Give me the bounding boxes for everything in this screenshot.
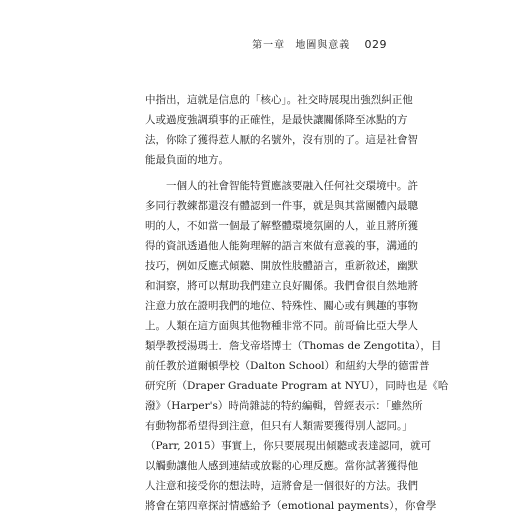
text-line: 一個人的社會智能特質應該要融入任何社交環境中。許	[166, 180, 418, 192]
text-line: 以觸動讓他人感到連結或放鬆的心理反應。當你試著獲得他	[145, 460, 418, 472]
paragraph	[145, 176, 449, 516]
text-line: 潑》（Harper's）時尚雜誌的特約編輯，曾經表示：「雖然所	[145, 400, 423, 412]
paragraph	[145, 90, 418, 170]
text-line: 多同行教練都還沒有體認到一件事，就是與其當團體內最聰	[145, 200, 418, 212]
chapter-title: 地圖與意義	[295, 40, 351, 51]
text-line: 能最負面的地方。	[145, 154, 229, 166]
text-line: 研究所（Draper Graduate Program at NYU），同時也是《哈	[145, 380, 449, 392]
text-line: 將會在第四章探討情感給予（emotional payments），你會學	[145, 500, 437, 512]
text-line: 明的人，不如當一個最了解整體環境氛圍的人，並且將所獲	[145, 220, 418, 232]
text-line: 中指出，這就是信息的「核心」。社交時展現出強烈糾正他	[145, 94, 413, 106]
text-line: 得的資訊透過他人能夠理解的語言來做有意義的事，溝通的	[145, 240, 418, 252]
chapter-label: 第一章	[252, 40, 286, 51]
text-line: （Parr, 2015）事實上，你只要展現出傾聽或表達認同，就可	[145, 440, 432, 452]
running-header	[252, 36, 387, 51]
text-line: 法，你除了獲得惹人厭的名號外，沒有別的了。這是社會智	[145, 134, 418, 146]
text-line: 有動物都希望得到注意，但只有人類需要獲得別人認同。」	[145, 420, 413, 432]
text-line: 類學教授湯瑪士．詹戈帝塔博士（Thomas de Zengotita），目	[145, 340, 442, 352]
text-line: 和洞察，將可以幫助我們建立良好關係。我們會很自然地將	[145, 280, 418, 292]
text-line: 前任教於道爾頓學校（Dalton School）和紐約大學的德雷普	[145, 360, 430, 372]
text-line: 注意力放在證明我們的地位、特殊性、關心或有興趣的事物	[145, 300, 418, 312]
text-line: 人注意和接受你的想法時，這將會是一個很好的方法。我們	[145, 480, 418, 492]
body-text	[145, 90, 449, 516]
text-line: 技巧，例如反應式傾聽、開放性肢體語言，重新敘述，幽默	[145, 260, 418, 272]
text-line: 人或過度強調瑣事的正確性，是最快讓關係降至冰點的方	[145, 114, 408, 126]
text-line: 上。人類在這方面與其他物種非常不同。前哥倫比亞大學人	[145, 320, 418, 332]
page-number: 029	[364, 38, 387, 51]
